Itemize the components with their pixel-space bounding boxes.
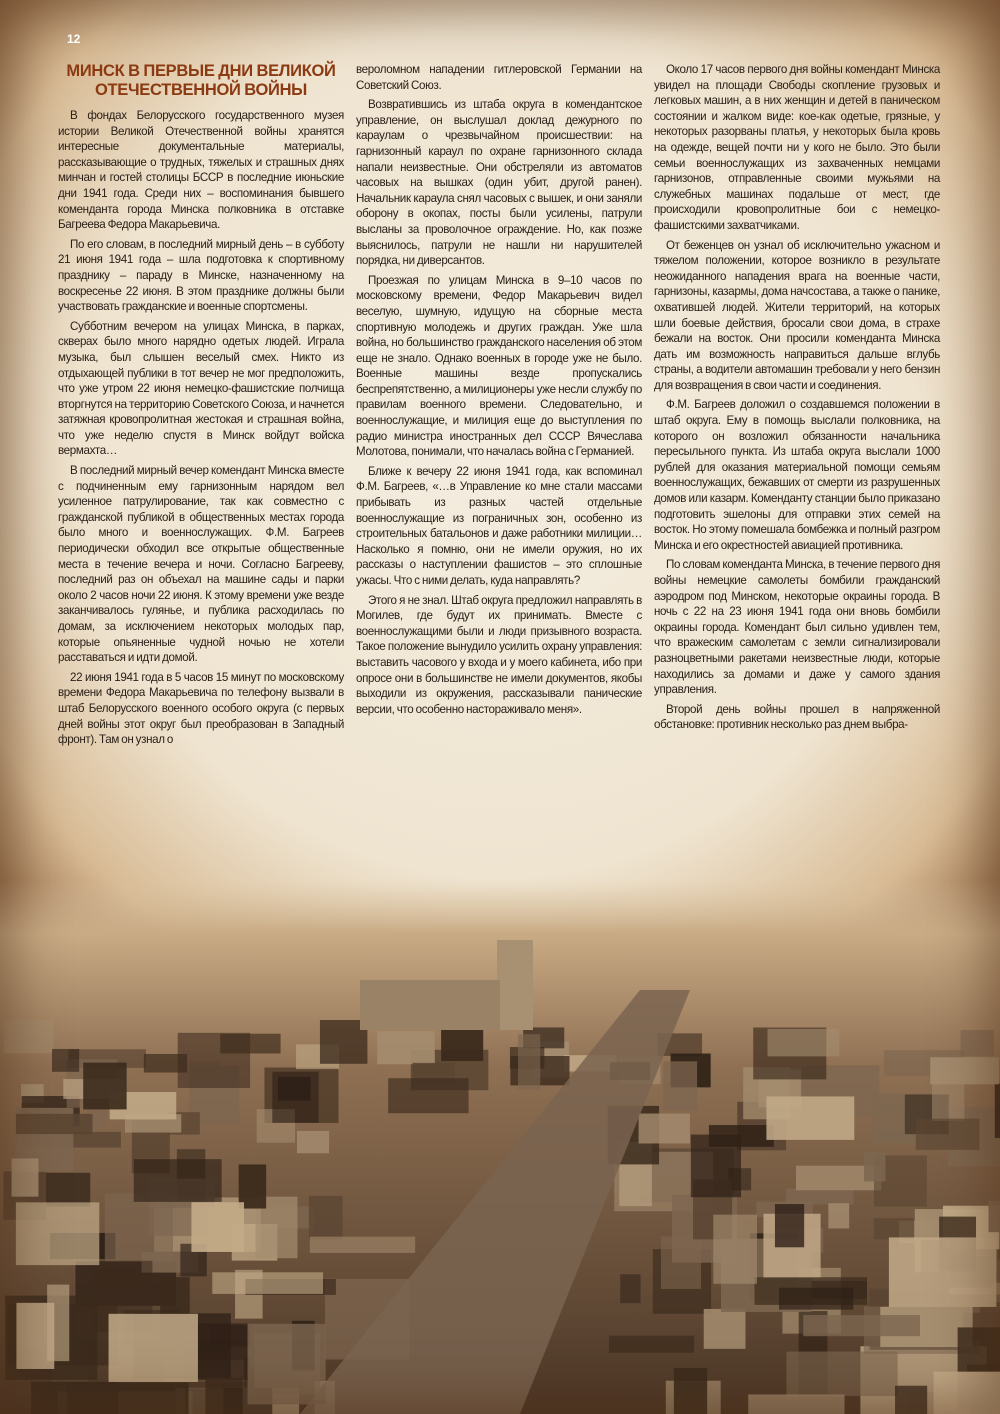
- page-number: 12: [67, 32, 81, 46]
- paragraph: В фондах Белорусского государственного музея истории Великой Отечественной войны хранятся интересные документальные материалы, рассказывающие о трудных, тяжелых и страшных днях минчан и гостей столицы БССР в последние июньские дни 1941 года. Среди них – воспоминания бывшего коменданта города Минска полковника в отставке Багреева Федора Макарьевича.: [58, 109, 344, 232]
- paragraph: вероломном нападении гитлеровской Германии на Советский Союз.: [356, 63, 642, 92]
- ruin-block: [191, 1202, 244, 1252]
- paragraph: В последний мирный вечер комендант Минска вместе с подчиненным ему гарнизонным нарядом вел усиленное патрулирование, так как совместно с гражданской публикой в общественных местах города было много и военнослужащих. Ф.М. Багреев периодически обходил все открытые общественные места в течение вечера и ночи. Согласно Багрееву, последний раз он объехал на машине сады и парки около 2 часов ночи 22 июня. К этому времени уже везде заканчивалось гулянье, и публика расходилась по домам, за исключением некоторых молодых пар, которые опьяненные чудной ночью не хотели расставаться и идти домой.: [58, 464, 344, 665]
- paragraph: От беженцев он узнал об исключительно ужасном и тяжелом положении, которое возникло в результате неожиданного нападения врага на военные части, гарнизоны, казармы, дома начсостава, а также о панике, охватившей людей. Жители территорий, на которых шли боевые действия, бросали свои дома, в страхе бежали на восток. Они просили коменданта Минска дать им возможность направиться дальше вглубь страны, а водители автомашин требовали у него бензин для возвращения в свои части и соединения.: [654, 238, 940, 392]
- paragraph: Проезжая по улицам Минска в 9–10 часов по московскому времени, Федор Макарьевич видел веселую, шумную, идущую на сборные места спортивную молодежь и других граждан. Уже шла война, но большинство гражданского населения об этом еще не знало. Однако военных в городе уже не было. Военные машины везде пропускались беспрепятственно, а милиционеры уже несли службу по правилам военного времени. Следовательно, и военнослужащие, и милиция еще до выступления по радио министра иностранных дел СССР Вячеслава Молотова, понимали, что началась война с Германией.: [356, 273, 642, 459]
- ruin-block: [864, 1152, 885, 1181]
- ruin-block: [674, 1368, 707, 1414]
- paragraph: Ближе к вечеру 22 июня 1941 года, как вспоминал Ф.М. Багреев, «…в Управление ко мне стали массами прибывать из разных частей отдельные военнослужащие из пограничных зон, особенно из строительных батальонов и даже работники милиции… Насколько я помню, они не имели оружия, но их рассказы о наступлении фашистов – это сплошные ужасы. Что с ними делать, куда направлять?: [356, 464, 642, 587]
- ruin-block: [828, 1203, 849, 1228]
- ruin-block: [239, 1164, 266, 1208]
- ruin-block: [4, 1020, 54, 1053]
- ruin-block: [83, 1063, 126, 1110]
- ruin-block: [889, 1237, 996, 1307]
- article-title: МИНСК В ПЕРВЫЕ ДНИ ВЕЛИКОЙ ОТЕЧЕСТВЕННОЙ ВОЙНЫ: [66, 62, 336, 99]
- ruin-block: [52, 1049, 79, 1072]
- ruin-block: [388, 1078, 468, 1113]
- paragraph: Субботним вечером на улицах Минска, в парках, скверах было много нарядно одетых людей. Играла музыка, был слышен веселый смех. Никто из отдыхающей публики в тот вечер не мог предположить, что уже утром 22 июня немецко-фашистские полчища вторгнутся на территорию Советского Союза, и начнется затяжная кровопролитная жестокая и страшная война, что уже неделю спустя в Минск войдут войска вермахта…: [58, 319, 344, 458]
- ruin-block: [31, 1382, 118, 1414]
- paragraph: По словам коменданта Минска, в течение первого дня войны немецкие самолеты бомбили гражданский аэродром под Минском, некоторые окраины города. В ночь с 22 на 23 июня 1941 года они вновь бомбили окраины города. Комендант был сильно удивлен тем, что вражеским самолетам с земли сигнализировали разноцветными ракетами неизвестные люди, которые находились за домами и даже у самого здания управления.: [654, 558, 940, 697]
- ruin-block: [609, 1336, 694, 1353]
- ruin-block: [16, 1114, 93, 1134]
- article-column-1: [58, 62, 344, 752]
- ruin-block: [895, 1386, 927, 1414]
- ruin-block: [961, 1030, 994, 1056]
- ruin-block: [248, 1324, 326, 1405]
- ruin-block: [16, 1202, 99, 1265]
- ruin-block: [691, 1135, 741, 1198]
- paragraph: 22 июня 1941 года в 5 часов 15 минут по московскому времени Федора Макарьевича по телефону вызвали в штаб Белорусского военного особого округа (с первых дней войны этот округ был преобразован в Западный фронт). Там он узнал о: [58, 670, 344, 747]
- ruin-block: [874, 1218, 914, 1239]
- paragraph: Ф.М. Багреев доложил о создавшемся положении в штаб округа. Ему в помощь выслали полковника, на которого он возложил обязанности начальника пересыльного пункта. Из штаба округа выслали 1000 рублей для оказания материальной помощи семьям военнослужащих, бежавших от смерти из разрушенных домов или казарм. Коменданту станции было приказано подготовить эшелоны для отправки этих семей на восток. Но этому помешала бомбежка и полный разгром Минска и его окрестностей авиацией противника.: [654, 398, 940, 552]
- ruin-block: [932, 1070, 964, 1121]
- ruin-block: [212, 1272, 323, 1294]
- ruin-block: [134, 1159, 222, 1202]
- ruin-block: [775, 1204, 804, 1247]
- ruin-block: [620, 1274, 640, 1303]
- ruin-block: [779, 1288, 853, 1310]
- ruin-block: [109, 1314, 198, 1382]
- paragraph: Возвратившись из штаба округа в комендантское управление, он выслушал доклад дежурного по караулам о чрезвычайном происшествии: на гарнизонный караул по охране гарнизонного склада напали неизвестные. Они обстреляли из автоматов часовых на вышках (один убит, другой ранен). Начальник караула снял часовых с вышек, и они заняли оборону в окопах, посты были усилены, патрули высланы за проволочное ограждение. Но, как позже выяснилось, патрули не нашли ни нарушителей порядка, ни диверсантов.: [356, 98, 642, 268]
- ruin-block: [934, 1372, 1000, 1414]
- ruin-block: [639, 1114, 690, 1144]
- paragraph: Второй день войны прошел в напряженной обстановке: противник несколько раз днем выбра-: [654, 702, 940, 732]
- ruin-block: [185, 1388, 223, 1414]
- ruin-block: [786, 1188, 853, 1204]
- ruin-block: [787, 1352, 898, 1396]
- ruin-block: [989, 1201, 1000, 1232]
- ruin-block: [309, 1196, 343, 1240]
- ruin-block: [704, 1309, 746, 1349]
- paragraph: Около 17 часов первого дня войны комендант Минска увидел на площади Свободы скопление грузовых и легковых машин, а в них женщин и детей в паническом состоянии и жалком виде: кое-как одетые, грязные, у некоторых разорваны платья, у некоторых была кровь на одежде, вещей почти ни у кого не было. Это были семьи военнослужащих из захваченных немцами гарнизонов, отправленные своими мужьями на служебных машинах подальше от мест, где происходили кровопролитные бои с немецко-фашистскими захватчиками.: [654, 63, 940, 232]
- ruin-block: [310, 1237, 415, 1253]
- ruin-block: [916, 1119, 980, 1150]
- ruin-block: [748, 1394, 844, 1414]
- ruin-block: [377, 1031, 435, 1064]
- ruined-city-photo: [0, 880, 1000, 1414]
- ruin-block: [995, 1084, 1000, 1138]
- ruin-block: [278, 1077, 310, 1101]
- ruin-block: [663, 1061, 697, 1110]
- ruin-block: [190, 1061, 221, 1081]
- ruin-block: [12, 1158, 39, 1196]
- ruin-block: [297, 1131, 329, 1153]
- ruin-block: [713, 1215, 757, 1284]
- ruin-block: [16, 1303, 54, 1369]
- ruin-block: [766, 1096, 854, 1139]
- paragraph: Этого я не знал. Штаб округа предложил направлять в Могилев, где будут их принимать. Вместе с военнослужащими были и люди призывного возраста. Такое положение вынудило усилить охрану управления: выставить часового у входа и у моего кабинета, ибо при опросе они в большинстве не имели документов, якобы выходили из окружения, рассказывали панические версии, что особенно настораживало меня».: [356, 593, 642, 716]
- article-column-3: [654, 62, 940, 737]
- ruin-block: [518, 1034, 540, 1090]
- article-column-2: [356, 62, 642, 721]
- paragraph: По его словам, в последний мирный день – в субботу 21 июня 1941 года – шла подготовка к спортивному празднику – параду в Минске, назначенному на воскресенье 22 июня. В этом празднике должны были участвовать гражданские и военные спортсмены.: [58, 237, 344, 314]
- ruin-block: [803, 1315, 920, 1336]
- ruin-block: [220, 1034, 280, 1054]
- ruin-block: [767, 1029, 839, 1057]
